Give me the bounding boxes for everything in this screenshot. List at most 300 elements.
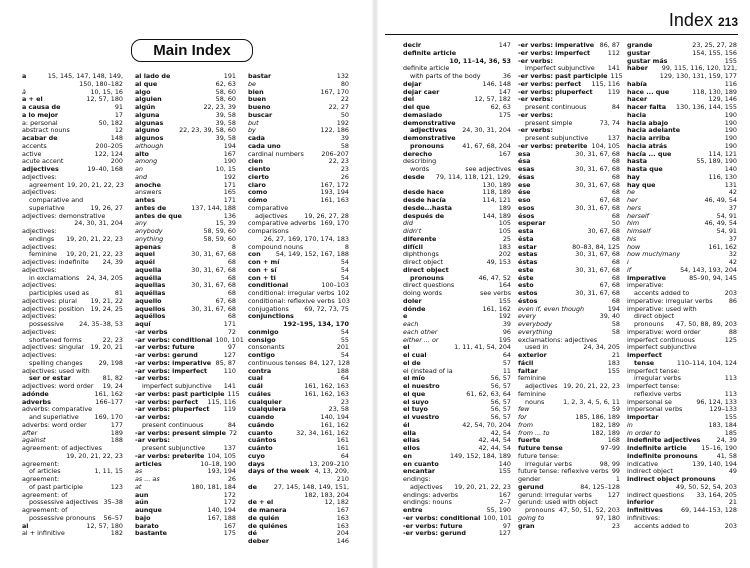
index-pages: 118, 189	[482, 188, 511, 197]
index-term: haber	[627, 64, 648, 73]
index-pages: 30, 31, 67, 68	[575, 289, 620, 297]
index-entry	[518, 182, 620, 190]
index-term: demonstrative	[403, 118, 456, 127]
index-term: -er verbs:	[518, 56, 553, 65]
index-pages: 29, 198	[98, 358, 123, 367]
index-pages: 182	[110, 529, 123, 538]
index-pages: 182, 183, 204	[304, 490, 349, 499]
index-pages: 119	[223, 405, 236, 414]
index-pages: 185, 186, 189	[575, 413, 620, 421]
index-term: adjectives:	[22, 351, 57, 359]
index-term: el que	[403, 389, 426, 398]
index-pages: 22, 27	[328, 103, 349, 111]
index-term: decir	[403, 41, 422, 49]
index-term: indirect object pronouns	[627, 475, 716, 483]
index-pages: 68	[611, 234, 620, 243]
index-term: cual	[248, 374, 263, 383]
index-pages: 192–195, 134, 170	[283, 320, 349, 328]
index-pages: 200	[110, 157, 123, 166]
index-term: an	[135, 165, 143, 173]
index-term: demonstrative	[403, 134, 456, 142]
index-pages: 2–7	[499, 498, 511, 507]
index-pages: 25	[502, 234, 511, 243]
index-pages: 17	[114, 110, 123, 119]
index-term: el de	[403, 358, 421, 367]
index-term: cualquier	[248, 397, 282, 406]
index-term: al lado de	[135, 72, 171, 80]
index-term: diferente	[403, 234, 437, 243]
index-term: como	[248, 188, 268, 197]
index-term: aquélla	[135, 273, 162, 282]
index-pages: 41, 67, 68, 204	[462, 141, 511, 150]
index-pages: 167	[223, 149, 236, 158]
index-pages: 96	[502, 327, 511, 336]
index-pages: 183, 184	[708, 420, 737, 429]
index-term: -er verbs: preterite	[518, 141, 588, 150]
index-pages: 36	[502, 72, 511, 80]
index-entry	[627, 228, 737, 236]
index-term: de manera	[248, 506, 287, 514]
index-pages: 97–99	[600, 444, 620, 452]
index-pages: 139, 140, 194	[692, 459, 737, 468]
index-term: days	[248, 459, 265, 468]
index-pages: 100, 101	[215, 335, 244, 344]
index-pages: 59	[611, 405, 620, 414]
index-pages: 49, 50, 52, 54, 203	[676, 482, 737, 491]
index-term: él	[403, 420, 410, 429]
index-term: with parts of the body	[410, 72, 481, 80]
index-term: adverbs	[22, 397, 51, 406]
index-pages: 155	[498, 467, 511, 476]
index-term: alguien	[135, 95, 162, 104]
index-pages: 116	[724, 79, 737, 88]
index-pages: 33, 164, 205	[696, 490, 737, 499]
index-pages: 204	[336, 529, 349, 538]
index-term: agreement: of	[22, 506, 68, 514]
index-term: éstos	[518, 296, 538, 305]
index-pages: 24, 30, 31, 204	[462, 126, 511, 135]
index-pages: 58, 60	[215, 87, 236, 96]
index-pages: 12, 57, 182	[474, 95, 511, 104]
index-term: el (instead of la	[403, 366, 453, 375]
index-term: endings: nouns	[403, 498, 452, 507]
index-pages: 85, 87	[215, 358, 236, 367]
index-pages: 85–90, 94, 145	[689, 273, 737, 282]
index-pages: 58, 60	[215, 95, 236, 104]
index-term: imperative: used with	[627, 304, 697, 313]
index-pages: 22, 23	[102, 335, 123, 344]
index-entry	[22, 530, 123, 538]
index-term: imperfect subjunctive	[142, 382, 212, 390]
index-pages: 68	[611, 258, 620, 266]
index-pages: 24, 34, 205	[86, 273, 123, 282]
index-pages: 22	[340, 95, 349, 104]
index-term: alguno	[135, 126, 160, 135]
index-pages: 39	[502, 320, 511, 328]
index-term: cada uno	[248, 141, 281, 150]
index-pages: 54, 143, 193, 204	[680, 265, 737, 274]
index-term: consonants	[248, 343, 285, 352]
index-pages: 189	[110, 428, 123, 437]
index-term: esas	[518, 165, 535, 173]
index-pages: 202	[498, 250, 511, 259]
index-term: impersonal verbs	[627, 405, 683, 414]
index-term: cada	[248, 134, 265, 142]
index-term: be	[248, 79, 256, 88]
index-term: superlative	[29, 203, 65, 212]
index-pages: 97	[227, 343, 236, 352]
index-entry	[248, 523, 349, 531]
index-term: a: personal	[22, 118, 58, 127]
index-term: barato	[135, 521, 159, 530]
index-pages: 67, 68	[599, 196, 620, 204]
index-pages: 146, 148	[482, 79, 511, 88]
index-term: à	[22, 87, 26, 96]
index-pages: 49, 153	[486, 258, 511, 266]
index-term: ellos	[403, 444, 420, 452]
index-pages: 129, 130, 131, 159, 177	[659, 72, 737, 80]
index-term: i	[627, 259, 629, 266]
index-pages: 146	[336, 537, 349, 545]
index-entry	[135, 492, 236, 500]
index-term: fuerte	[518, 436, 541, 445]
index-term: cuyo	[248, 451, 265, 460]
index-term: buen	[248, 95, 267, 104]
index-pages: 132	[336, 72, 349, 80]
index-term: adjectives:	[22, 312, 57, 321]
index-pages: 182, 189	[591, 420, 620, 429]
index-pages: 131	[724, 180, 737, 189]
index-pages: 39, 58	[215, 110, 236, 119]
index-pages: 23	[611, 521, 620, 530]
index-term: acabar de	[22, 134, 58, 142]
index-term: aunque	[135, 506, 162, 514]
index-entry	[627, 251, 737, 259]
index-pages: 80–83, 84, 125	[572, 242, 620, 251]
index-term: everything	[518, 327, 553, 336]
page-header	[669, 10, 738, 31]
index-pages: 161, 163	[320, 196, 349, 204]
index-term: adjectives:	[22, 172, 57, 181]
index-term: feminine	[29, 250, 57, 259]
index-entry	[627, 197, 737, 205]
index-pages: 122, 186	[320, 126, 349, 135]
index-pages: 104, 105	[591, 141, 620, 150]
index-pages: 42, 54	[490, 428, 511, 437]
index-term: en cuanto	[403, 459, 439, 468]
index-pages: 68	[227, 289, 236, 297]
index-term: después de	[403, 211, 445, 220]
index-term: adjectives: position	[22, 304, 85, 313]
index-pages: 32, 34, 161, 162	[296, 428, 349, 437]
index-term: éste	[518, 273, 534, 282]
index-pages: 15, 145, 147, 148, 149,	[47, 72, 123, 80]
index-pages: 172	[223, 490, 236, 499]
index-term: este	[518, 265, 534, 274]
index-term: de quiénes	[248, 521, 288, 530]
index-pages: 22, 23, 39	[203, 103, 236, 111]
index-entry	[135, 166, 236, 174]
index-pages: 118, 130, 189	[692, 87, 737, 96]
index-pages: 42	[728, 258, 737, 266]
index-term: inferior	[627, 498, 654, 507]
index-term: pronouns	[410, 273, 444, 282]
index-term: al	[22, 521, 29, 530]
index-term: herself	[627, 211, 649, 220]
index-term: contra	[248, 366, 272, 375]
index-pages: 54	[340, 265, 349, 274]
index-entry	[518, 523, 620, 531]
index-term: el tuyo	[403, 405, 428, 414]
index-term: gerund: irregular verbs	[518, 490, 592, 499]
index-term: -er verbs: perfect	[518, 79, 582, 88]
index-pages: 69, 72, 73, 75	[304, 304, 349, 313]
index-term: accents added to	[634, 289, 690, 297]
index-term: agreement:	[22, 475, 60, 483]
index-pages: 148	[110, 134, 123, 142]
index-term: gerund: used with object	[518, 498, 598, 507]
index-term: from ... to	[518, 428, 550, 437]
index-term: aquella	[135, 265, 162, 274]
index-pages: 32	[728, 250, 737, 259]
index-pages: 21	[728, 498, 737, 507]
index-pages: 91	[114, 103, 123, 111]
index-term: -ar verbs: imperfect	[135, 366, 208, 375]
index-pages: 193, 194	[320, 188, 349, 197]
index-term: any	[135, 219, 147, 228]
index-term: el cual	[403, 351, 427, 359]
index-term: conmigo	[248, 327, 279, 336]
index-pages: 149, 152, 184, 189	[450, 451, 511, 460]
index-pages: 137	[223, 444, 236, 452]
index-pages: 104, 105	[207, 451, 236, 460]
index-term: hay que	[627, 180, 656, 189]
index-pages: 30, 31, 67, 68	[191, 265, 236, 274]
index-term: feminine	[518, 374, 546, 383]
index-pages: 141	[223, 382, 236, 390]
index-pages: 147	[498, 87, 511, 96]
index-pages: 54	[340, 273, 349, 282]
index-pages: 42, 44, 54	[478, 444, 511, 452]
page-title: Index	[668, 10, 713, 30]
index-term: apenas	[135, 242, 161, 251]
index-pages: 88	[728, 327, 737, 336]
index-term: but	[248, 118, 259, 127]
index-term: imperfect	[627, 351, 662, 359]
index-term: after	[22, 428, 38, 437]
index-term: adverbs: comparative	[22, 405, 93, 414]
index-pages: 84, 125–128	[580, 482, 620, 491]
index-column-1	[22, 73, 123, 538]
index-term: and	[135, 172, 148, 181]
index-pages: 172	[223, 498, 236, 507]
index-term: al que	[135, 79, 158, 88]
index-pages: 30, 31, 67, 68	[191, 304, 236, 313]
index-term: definite article	[403, 48, 457, 57]
index-pages: 56, 57	[490, 397, 511, 406]
index-term: conditional: reflexive verbs	[248, 296, 335, 305]
index-term: cien	[248, 157, 263, 166]
index-term: indefinite adjectives	[627, 436, 701, 445]
index-pages: 110–114, 104, 124	[676, 358, 737, 367]
index-pages: 47, 50, 88, 89, 203	[676, 320, 737, 328]
index-entry	[403, 306, 511, 314]
index-term: spelling changes	[29, 358, 83, 367]
index-pages: 39, 58	[215, 118, 236, 127]
index-term: present subjunctive	[525, 134, 589, 142]
index-pages: 144, 189	[482, 211, 511, 220]
index-term: a causa de	[22, 103, 61, 111]
index-term: present simple	[525, 118, 573, 127]
index-pages: 23, 58	[328, 405, 349, 414]
index-term: agreement:	[22, 459, 60, 468]
index-term: ellas	[403, 436, 420, 445]
index-term: few	[518, 405, 530, 414]
index-term: -er verbs: imperfect	[518, 48, 591, 57]
index-pages: 100–103	[321, 281, 349, 290]
index-pages: 19, 20, 21, 22, 23	[454, 482, 511, 491]
index-term: alguna	[135, 110, 160, 119]
index-pages: 206–207	[321, 149, 349, 158]
index-pages: 19, 20, 21, 22, 23	[66, 234, 123, 243]
index-pages: 37	[728, 234, 737, 243]
index-pages: 194	[223, 141, 236, 150]
index-term: indirect object	[627, 467, 673, 476]
header-rule	[385, 34, 738, 35]
index-term: derecho	[403, 149, 433, 158]
index-pages: 24, 35–38, 53	[79, 320, 123, 328]
index-pages: see verbs	[480, 289, 511, 297]
index-pages: 194	[607, 304, 620, 313]
index-pages: 190	[724, 141, 737, 150]
index-pages: 130, 136, 144, 155	[676, 103, 737, 111]
index-pages: 21	[611, 351, 620, 359]
index-pages: 113	[724, 389, 737, 398]
index-term: adjectives: word order	[22, 382, 94, 390]
index-term: adjectives	[410, 126, 447, 135]
index-pages: 79, 114, 118, 121, 129,	[435, 172, 511, 181]
index-term: adjectives:	[22, 327, 57, 336]
index-term: comparative and	[29, 196, 84, 204]
index-term: -er verbs: imperative	[518, 41, 595, 49]
index-term: ciento	[248, 165, 271, 173]
index-term: algunos	[135, 134, 164, 142]
index-term: infinitives:	[627, 513, 661, 522]
index-term: how	[627, 242, 641, 251]
index-term: cuándo	[248, 420, 275, 429]
index-term: deber	[248, 537, 269, 545]
index-entry	[518, 352, 620, 360]
index-term: contigo	[248, 351, 275, 359]
index-entry	[518, 399, 620, 407]
index-term: pronouns	[525, 506, 555, 514]
index-pages: 141	[607, 64, 620, 73]
index-term: adjectives	[255, 211, 288, 220]
index-term: by	[248, 126, 256, 135]
index-term: indefinite pronouns	[627, 451, 698, 460]
index-pages: 23, 25, 27, 28	[692, 41, 737, 49]
index-term: in order to	[627, 428, 661, 437]
index-term: dónde	[403, 304, 426, 313]
index-pages: 161, 162, 163	[304, 389, 349, 398]
index-pages: 116, 130	[708, 172, 737, 181]
index-term: indefinite article	[627, 444, 687, 452]
index-term: imperative: word order	[627, 327, 701, 336]
index-pages: 200–205	[95, 141, 123, 150]
index-pages: 58, 59, 60	[203, 234, 236, 243]
index-term: -er verbs: gerund	[403, 529, 466, 538]
index-term: de quién	[248, 513, 280, 522]
index-pages: 155	[607, 366, 620, 375]
index-term: el	[403, 343, 410, 352]
index-term: -ar verbs: preterite	[135, 451, 205, 460]
index-term: demasiado	[403, 110, 443, 119]
index-pages: 163	[336, 521, 349, 530]
index-pages: 169, 170	[320, 219, 349, 228]
index-pages: 96, 124, 133	[696, 397, 737, 406]
index-pages: 68	[611, 296, 620, 305]
index-pages: 1, 11, 41, 54, 204	[454, 343, 511, 352]
index-term: adjectives:	[22, 227, 57, 235]
index-pages: 13, 209–210	[309, 459, 349, 468]
index-term: exterior	[518, 351, 547, 359]
index-pages: 127	[607, 490, 620, 499]
index-pages: 201	[336, 343, 349, 352]
right-page	[375, 0, 750, 568]
index-term: adjectives:	[22, 242, 57, 251]
index-term: de + el	[248, 498, 274, 507]
index-pages: 182, 189	[591, 428, 620, 437]
index-pages: 47, 50, 51, 52, 203	[559, 506, 620, 514]
index-term: adjectives: plural	[22, 296, 77, 305]
index-pages: 137, 144, 188	[191, 203, 236, 212]
index-term: con	[248, 250, 261, 259]
index-pages: 54	[340, 351, 349, 359]
index-pages: 55, 189, 190	[696, 157, 737, 166]
index-entry	[135, 143, 236, 151]
index-entry	[248, 73, 349, 81]
index-term: -ar verbs: imperative	[135, 358, 212, 367]
index-term: desde...hasta	[403, 203, 452, 212]
index-term: bastante	[135, 529, 167, 538]
index-term: present subjunctive	[142, 444, 206, 452]
index-pages: 190	[724, 134, 737, 142]
index-term: gustar	[627, 48, 651, 57]
index-term: alto	[135, 149, 149, 158]
index-term: possessive adjectives	[29, 498, 99, 507]
index-term: adónde	[22, 389, 49, 398]
index-pages: 67, 68	[215, 296, 236, 305]
index-term: cualquiera	[248, 405, 286, 414]
index-pages: 97	[502, 521, 511, 530]
index-pages: 50	[340, 110, 349, 119]
index-pages: 64	[340, 451, 349, 460]
index-pages: 115, 116	[207, 397, 236, 406]
index-term: going to	[518, 513, 545, 522]
index-term: hacer	[627, 95, 648, 104]
index-pages: 140	[724, 165, 737, 173]
index-entry	[248, 538, 349, 546]
index-term: agreement: of adjectives	[22, 444, 102, 452]
index-term: agreement	[29, 180, 65, 189]
index-pages: 155	[724, 413, 737, 421]
index-term: -ar verbs:	[135, 413, 170, 421]
index-term: pronouns	[410, 141, 444, 150]
index-pages: 64	[340, 374, 349, 383]
index-term: irregular verbs	[525, 459, 572, 468]
index-term: adjectives	[525, 382, 558, 390]
index-term: aquéllas	[135, 289, 166, 297]
